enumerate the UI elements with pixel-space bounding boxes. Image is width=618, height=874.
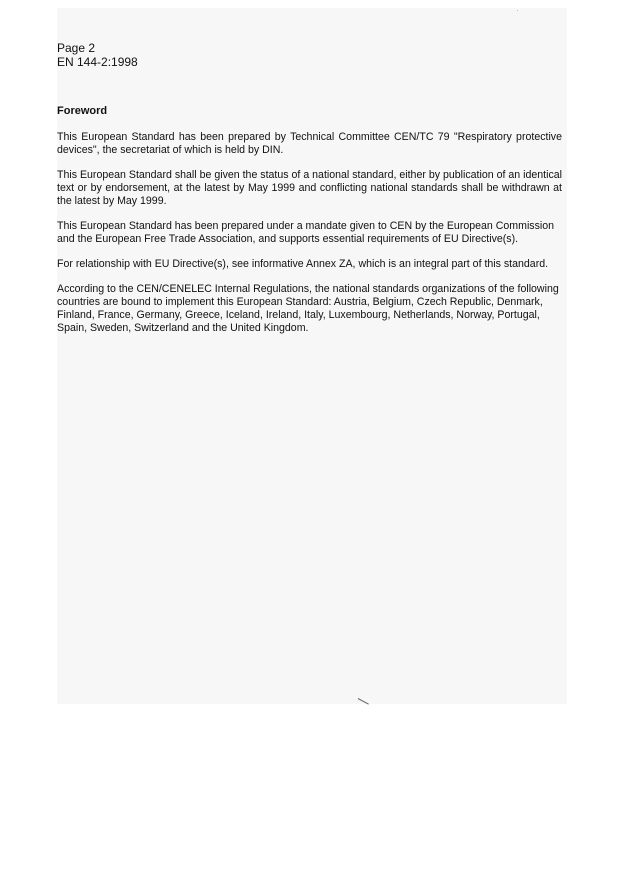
paragraph-implementing-countries: According to the CEN/CENELEC Internal Regulations, the national standards organizations of the following countries are bound to implement this European Standard: Austria, Belgium, Czech Republic, Denmark, Finland, France, Germany, Greece, Iceland, Ireland, Italy, Luxembourg, Netherlands, Norway, Portugal, Spain, Sweden, Switzerland and the United Kingdom.: [57, 283, 559, 334]
paragraph-status: This European Standard shall be given the status of a national standard, either by publication of an identical text or by endorsement, at the latest by May 1999 and conflicting national standards shall be withdrawn at the latest by May 1999.: [57, 169, 562, 207]
scan-speck: [517, 10, 518, 11]
scanned-page-area: [57, 8, 567, 704]
foreword-body: [57, 131, 562, 347]
page-number: Page 2: [57, 41, 96, 55]
paragraph-mandate: This European Standard has been prepared under a mandate given to CEN by the European Commission and the European Free Trade Association, and supports essential requirements of EU Directive(s).: [57, 220, 555, 245]
paragraph-secretariat: This European Standard has been prepared by Technical Committee CEN/TC 79 "Respiratory protective devices", the secretariat of which is held by DIN.: [57, 131, 562, 156]
paragraph-annex-relationship: For relationship with EU Directive(s), see informative Annex ZA, which is an integral part of this standard.: [57, 258, 549, 270]
foreword-heading: Foreword: [57, 105, 108, 117]
standard-number: EN 144-2:1998: [57, 55, 138, 69]
page-header: [57, 41, 138, 69]
